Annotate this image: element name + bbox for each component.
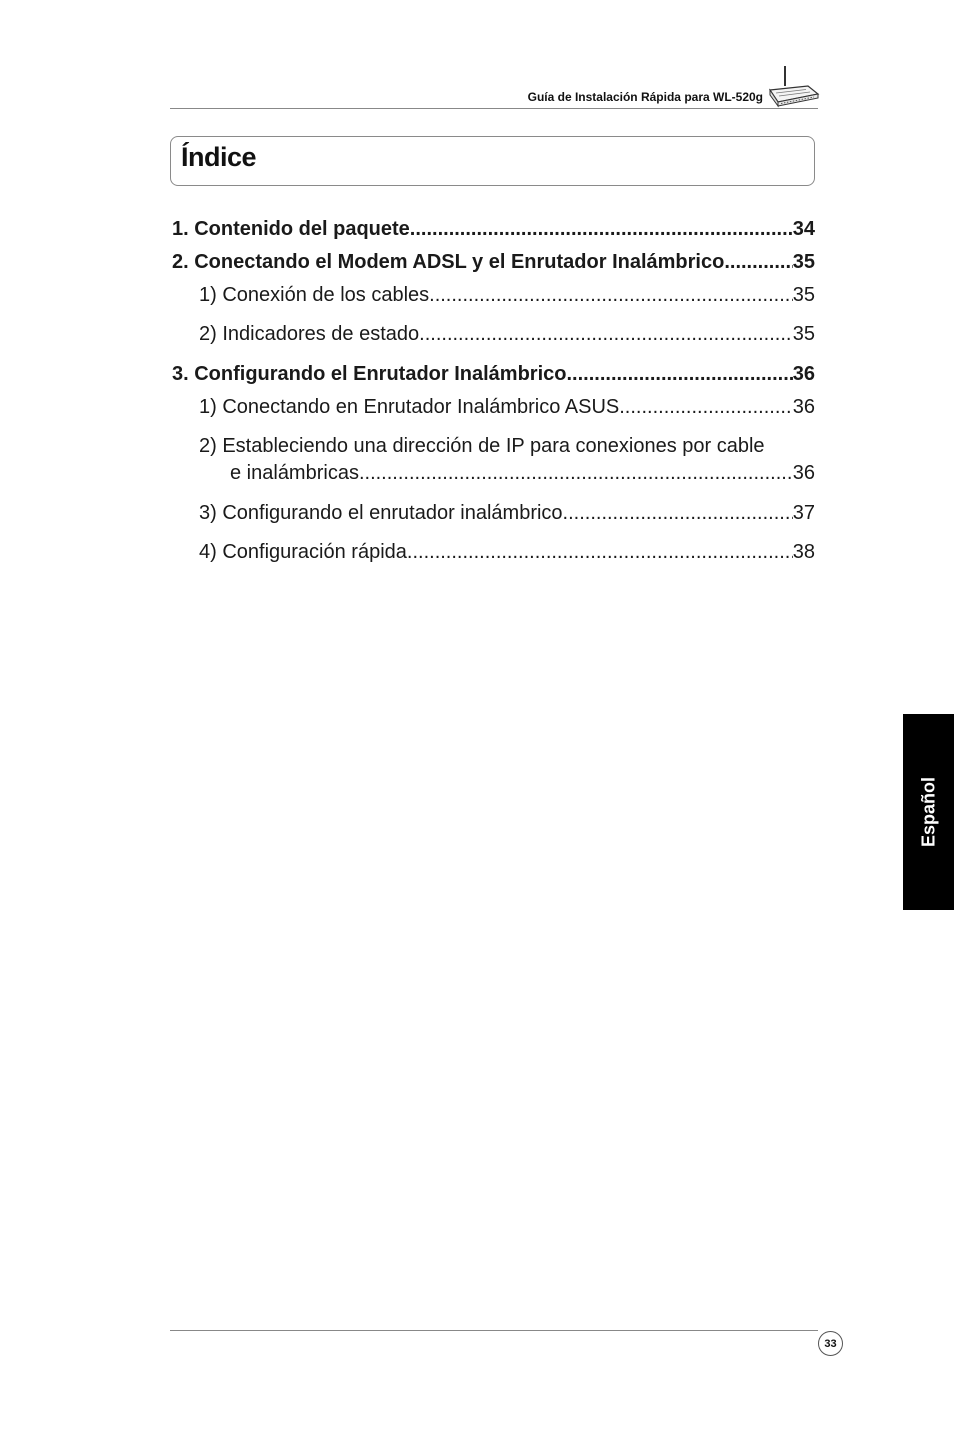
toc-leader [566, 363, 792, 386]
header-divider [170, 108, 818, 109]
toc-entry-page: 35 [792, 251, 815, 273]
toc-entry-page: 36 [792, 396, 815, 418]
toc-entry-page: 35 [792, 284, 815, 306]
toc-leader [419, 323, 793, 346]
toc-entry[interactable] [172, 251, 815, 281]
page-number: 33 [818, 1331, 843, 1356]
toc-entry-label: 3) Configurando el enrutador inalámbrico [199, 502, 563, 524]
toc-entry-label: 2. Conectando el Modem ADSL y el Enrutador Inalámbrico [172, 251, 725, 273]
toc-leader [619, 396, 793, 419]
toc-leader [359, 462, 793, 485]
toc-entry-label: 1) Conexión de los cables [199, 284, 430, 306]
toc-entry[interactable] [199, 435, 815, 465]
toc-entry[interactable] [199, 541, 815, 571]
toc-entry-label: 3. Configurando el Enrutador Inalámbrico [172, 363, 567, 385]
title-box [170, 136, 815, 186]
language-tab-label: Español [918, 776, 938, 848]
running-header: Guía de Instalación Rápida para WL-520g [527, 90, 763, 104]
toc-leader [563, 502, 793, 525]
toc-entry[interactable] [230, 462, 815, 492]
toc-entry-label: e inalámbricas [230, 462, 359, 484]
toc-entry-label: 2) Estableciendo una dirección de IP para conexiones por cable [199, 435, 765, 457]
toc-leader [407, 541, 793, 564]
footer-divider [170, 1330, 818, 1331]
toc-leader [724, 251, 792, 274]
toc-entry[interactable] [199, 284, 815, 314]
router-icon [764, 64, 820, 110]
language-tab [903, 714, 954, 910]
toc-entry-label: 2) Indicadores de estado [199, 323, 420, 345]
toc-entry-page: 37 [792, 502, 815, 524]
toc-entry-label: 4) Configuración rápida [199, 541, 407, 563]
toc-entry-page: 36 [792, 363, 815, 385]
toc-entry-label: 1. Contenido del paquete [172, 218, 410, 240]
toc-entry[interactable] [199, 502, 815, 532]
toc-entry-page: 36 [792, 462, 815, 484]
toc-leader [429, 284, 793, 307]
toc-entry[interactable] [199, 323, 815, 353]
toc-entry-page: 34 [792, 218, 815, 240]
toc-entry-label: 1) Conectando en Enrutador Inalámbrico ASUS [199, 396, 620, 418]
toc-entry[interactable] [199, 396, 815, 426]
toc-entry-page: 35 [792, 323, 815, 345]
page-title: Índice [181, 142, 257, 172]
toc-entry[interactable] [172, 218, 815, 248]
toc-leader [410, 218, 793, 241]
toc-entry[interactable] [172, 363, 815, 393]
toc-entry-page: 38 [792, 541, 815, 563]
